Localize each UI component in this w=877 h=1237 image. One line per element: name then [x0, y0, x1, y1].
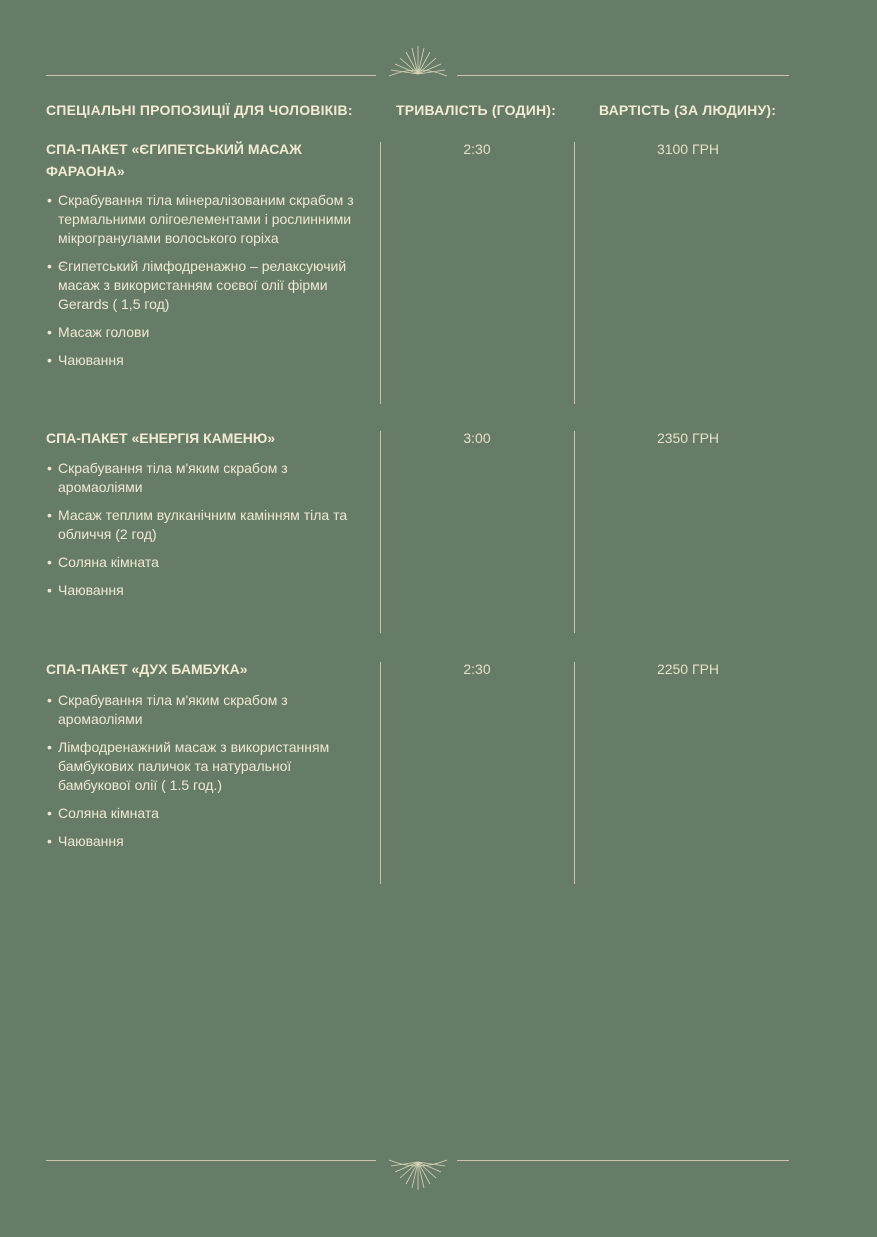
package-title: СПА-ПАКЕТ «ЄГИПЕТСЬКИЙ МАСАЖ ФАРАОНА» — [46, 141, 302, 179]
list-item: • Скрабування тіла м'яким скрабом з аромаоліями — [46, 459, 356, 497]
list-item: • Соляна кімната — [46, 553, 356, 572]
list-item: • Чаювання — [46, 351, 356, 370]
list-item: • Чаювання — [46, 581, 356, 600]
package-duration: 3:00 — [463, 430, 491, 446]
package-duration: 2:30 — [463, 141, 491, 157]
package-stone-energy — [0, 427, 877, 633]
package-price: 2350 ГРН — [656, 430, 720, 446]
header-price: ВАРТІСТЬ (ЗА ЛЮДИНУ): — [599, 102, 777, 118]
top-rule-right — [457, 75, 789, 76]
package-egyptian — [0, 138, 877, 404]
package-price: 3100 ГРН — [656, 141, 720, 157]
header-duration: ТРИВАЛІСТЬ (ГОДИН): — [396, 102, 557, 118]
top-rule-left — [46, 75, 376, 76]
column-divider — [574, 142, 575, 404]
package-bamboo-spirit — [0, 658, 877, 884]
list-item: • Лімфодренажний масаж з використанням бамбукових паличок та натуральної бамбукової олії ( 1.5 год.) — [46, 738, 356, 795]
list-item: • Соляна кімната — [46, 804, 356, 823]
column-divider — [574, 431, 575, 633]
package-title: СПА-ПАКЕТ «ДУХ БАМБУКА» — [46, 661, 248, 677]
column-divider — [380, 142, 381, 404]
list-item: • Скрабування тіла мінералізованим скрабом з термальними олігоелементами і рослинними мікрогранулами волоського горіха — [46, 191, 356, 248]
package-duration: 2:30 — [463, 661, 491, 677]
list-item: • Скрабування тіла м'яким скрабом з аромаоліями — [46, 691, 356, 729]
list-item: • Масаж теплим вулканічним камінням тіла та обличчя (2 год) — [46, 506, 356, 544]
list-item: • Чаювання — [46, 832, 356, 851]
list-item: • Масаж голови — [46, 323, 356, 342]
column-divider — [380, 431, 381, 633]
bottom-rule-right — [457, 1160, 789, 1161]
sunburst-icon — [387, 1158, 449, 1192]
sunburst-icon — [387, 44, 449, 78]
list-item: • Єгипетський лімфодренажно – релаксуючий масаж з використанням соєвої олії фірми Gerards ( 1,5 год) — [46, 257, 356, 314]
column-divider — [574, 662, 575, 884]
package-items — [46, 191, 356, 379]
bottom-rule-left — [46, 1160, 376, 1161]
header-offers: СПЕЦІАЛЬНІ ПРОПОЗИЦІЇ ДЛЯ ЧОЛОВІКІВ: — [46, 102, 353, 118]
package-title: СПА-ПАКЕТ «ЕНЕРГІЯ КАМЕНЮ» — [46, 430, 276, 446]
package-price: 2250 ГРН — [656, 661, 720, 677]
package-items — [46, 691, 356, 860]
column-divider — [380, 662, 381, 884]
package-items — [46, 459, 356, 609]
